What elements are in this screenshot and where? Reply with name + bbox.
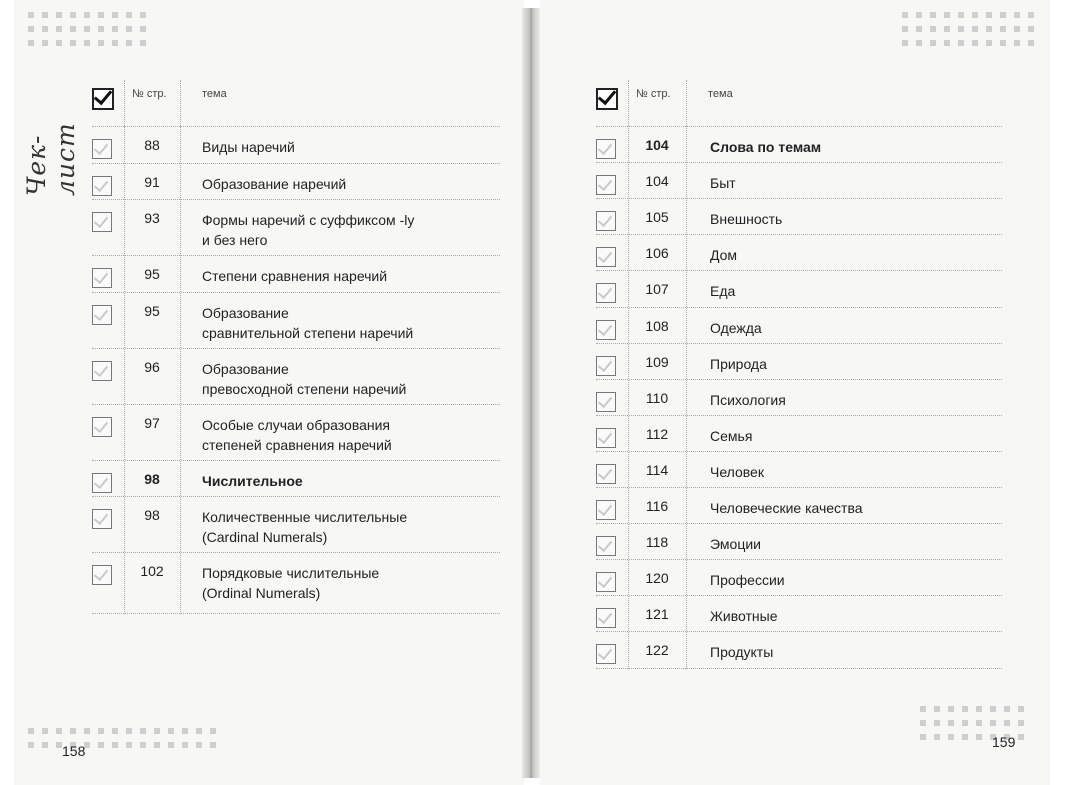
list-item <box>596 271 1002 308</box>
decor-dot <box>140 26 146 32</box>
decor-dot <box>182 728 188 734</box>
list-item <box>596 632 1002 669</box>
checkbox-icon[interactable] <box>596 536 616 556</box>
decor-dot <box>84 40 90 46</box>
item-topic: Человек <box>710 464 764 480</box>
page-number: 158 <box>62 743 86 759</box>
checkbox-icon[interactable] <box>92 361 112 381</box>
decor-dot <box>958 26 964 32</box>
decor-dot <box>902 12 908 18</box>
item-page-number: 104 <box>645 137 669 153</box>
left-checklist-table <box>92 80 500 614</box>
decor-dot <box>84 12 90 18</box>
item-topic: Продукты <box>710 644 774 660</box>
decor-dot <box>1028 26 1034 32</box>
item-page-number: 107 <box>645 281 669 297</box>
decor-dot <box>196 728 202 734</box>
decor-dot <box>70 12 76 18</box>
decor-dot <box>42 40 48 46</box>
item-page-number: 96 <box>144 359 160 375</box>
list-item <box>596 596 1002 632</box>
decor-dot <box>948 720 954 726</box>
checkbox-icon[interactable] <box>92 305 112 325</box>
decor-dot <box>112 742 118 748</box>
book-gutter <box>522 8 540 778</box>
decor-dot <box>930 40 936 46</box>
decor-dot <box>126 728 132 734</box>
decor-dot <box>1018 720 1024 726</box>
item-page-number: 105 <box>645 209 669 225</box>
decor-dot <box>126 26 132 32</box>
decor-dot <box>98 728 104 734</box>
decor-dot <box>28 40 34 46</box>
decor-dot <box>112 12 118 18</box>
decor-dot <box>98 40 104 46</box>
item-topic: Формы наречий с суффиксом -ly и без него <box>202 212 415 248</box>
list-item <box>596 199 1002 235</box>
item-page-number: 95 <box>144 303 160 319</box>
item-topic: Одежда <box>710 320 762 336</box>
decor-dot <box>976 720 982 726</box>
item-page-number: 109 <box>645 354 669 370</box>
item-topic: Животные <box>710 608 778 624</box>
decor-dot <box>126 40 132 46</box>
item-page-number: 122 <box>645 642 669 658</box>
decor-dot <box>962 706 968 712</box>
item-page-number: 120 <box>645 570 669 586</box>
right-checklist-table <box>596 80 1002 669</box>
list-item <box>92 200 500 256</box>
decor-dot <box>42 26 48 32</box>
decor-dot <box>958 12 964 18</box>
list-item <box>92 127 500 164</box>
checkbox-icon[interactable] <box>92 139 112 159</box>
list-item <box>596 560 1002 596</box>
decor-dot <box>930 26 936 32</box>
decor-dot <box>84 26 90 32</box>
page-column-header: № стр. <box>132 88 167 100</box>
decor-dot <box>920 706 926 712</box>
decor-dot <box>168 742 174 748</box>
decor-dot <box>948 734 954 740</box>
list-item <box>92 293 500 349</box>
decor-dot <box>986 26 992 32</box>
decor-dot <box>972 12 978 18</box>
right-rows <box>596 127 1002 669</box>
decor-dot <box>902 26 908 32</box>
list-item <box>92 405 500 461</box>
decor-dot <box>1028 12 1034 18</box>
item-topic: Количественные числительные (Cardinal Numerals) <box>202 509 408 545</box>
decor-dot <box>112 728 118 734</box>
decor-dot <box>944 26 950 32</box>
item-page-number: 110 <box>645 390 669 406</box>
decor-dot <box>1028 40 1034 46</box>
decor-dot <box>986 40 992 46</box>
decor-dot <box>168 728 174 734</box>
item-topic: Слова по темам <box>710 139 822 155</box>
checkbox-icon[interactable] <box>596 356 616 376</box>
decor-dot <box>962 720 968 726</box>
decor-dot <box>1014 12 1020 18</box>
header-check-icon <box>92 88 114 110</box>
decor-dot <box>934 720 940 726</box>
item-page-number: 116 <box>645 498 669 514</box>
decor-dot <box>70 40 76 46</box>
decor-dot <box>154 742 160 748</box>
decor-dot <box>934 706 940 712</box>
item-page-number: 106 <box>645 245 669 261</box>
item-topic: Виды наречий <box>202 139 295 155</box>
checkbox-icon[interactable] <box>596 608 616 628</box>
decor-dot <box>140 12 146 18</box>
list-item <box>596 488 1002 524</box>
decor-dot <box>126 742 132 748</box>
checkbox-icon[interactable] <box>596 572 616 592</box>
checkbox-icon[interactable] <box>92 212 112 232</box>
item-page-number: 104 <box>645 173 669 189</box>
decor-dot <box>944 40 950 46</box>
left-rows <box>92 127 500 614</box>
decor-dot <box>28 26 34 32</box>
decor-dot <box>1014 40 1020 46</box>
decor-dot <box>958 40 964 46</box>
decor-dot <box>112 40 118 46</box>
list-item <box>596 235 1002 271</box>
decor-dots-bottom-left <box>28 728 216 748</box>
decor-dot <box>916 40 922 46</box>
item-topic: Быт <box>710 175 736 191</box>
checkbox-icon[interactable] <box>596 247 616 267</box>
list-item <box>92 164 500 200</box>
item-page-number: 112 <box>645 426 669 442</box>
decor-dot <box>916 12 922 18</box>
decor-dot <box>98 12 104 18</box>
table-header <box>596 80 1002 127</box>
checkbox-icon[interactable] <box>596 392 616 412</box>
item-topic: Профессии <box>710 572 785 588</box>
item-topic: Образование превосходной степени наречий <box>202 361 407 397</box>
decor-dot <box>948 706 954 712</box>
decor-dot <box>70 728 76 734</box>
item-topic: Порядковые числительные (Ordinal Numerals) <box>202 565 380 601</box>
decor-dot <box>962 734 968 740</box>
checkbox-icon[interactable] <box>92 417 112 437</box>
decor-dot <box>56 40 62 46</box>
decor-dot <box>930 12 936 18</box>
decor-dot <box>126 12 132 18</box>
checkbox-icon[interactable] <box>92 509 112 529</box>
list-item <box>92 553 500 614</box>
decor-dot <box>70 26 76 32</box>
list-item <box>596 452 1002 488</box>
decor-dot <box>56 26 62 32</box>
list-item <box>596 524 1002 560</box>
item-topic: Образование сравнительной степени наречий <box>202 305 414 341</box>
decor-dot <box>1004 706 1010 712</box>
decor-dot <box>140 40 146 46</box>
checkbox-icon[interactable] <box>92 473 112 493</box>
item-topic: Еда <box>710 283 736 299</box>
decor-dot <box>1000 12 1006 18</box>
checkbox-icon[interactable] <box>92 268 112 288</box>
list-item <box>596 380 1002 416</box>
decor-dot <box>112 26 118 32</box>
decor-dot <box>28 728 34 734</box>
decor-dot <box>98 742 104 748</box>
item-page-number: 91 <box>144 174 160 190</box>
checkbox-icon[interactable] <box>92 565 112 585</box>
item-topic: Образование наречий <box>202 176 347 192</box>
decor-dot <box>990 720 996 726</box>
decor-dot <box>920 734 926 740</box>
decor-dot <box>934 734 940 740</box>
decor-dot <box>154 728 160 734</box>
item-page-number: 108 <box>645 318 669 334</box>
list-item <box>596 308 1002 344</box>
decor-dot <box>916 26 922 32</box>
item-page-number: 88 <box>144 137 160 153</box>
decor-dot <box>972 26 978 32</box>
decor-dot <box>196 742 202 748</box>
item-page-number: 97 <box>144 415 160 431</box>
list-item <box>92 256 500 293</box>
checkbox-icon[interactable] <box>596 464 616 484</box>
decor-dot <box>42 742 48 748</box>
decor-dot <box>1018 706 1024 712</box>
item-topic: Человеческие качества <box>710 500 863 516</box>
item-topic: Природа <box>710 356 767 372</box>
decor-dot <box>1014 26 1020 32</box>
decor-dot <box>1004 720 1010 726</box>
list-item <box>596 344 1002 380</box>
item-topic: Психология <box>710 392 786 408</box>
decor-dots-top-left <box>28 12 146 46</box>
decor-dot <box>182 742 188 748</box>
checkbox-icon[interactable] <box>596 428 616 448</box>
decor-dot <box>902 40 908 46</box>
decor-dots-top-right <box>902 12 1034 46</box>
checkbox-icon[interactable] <box>596 644 616 664</box>
item-page-number: 95 <box>144 266 160 282</box>
decor-dot <box>1018 734 1024 740</box>
left-page <box>14 0 524 785</box>
decor-dot <box>28 12 34 18</box>
right-page <box>540 0 1050 785</box>
list-item <box>92 349 500 405</box>
decor-dot <box>944 12 950 18</box>
item-page-number: 98 <box>144 507 160 523</box>
checkbox-icon[interactable] <box>92 176 112 196</box>
decor-dot <box>210 742 216 748</box>
item-topic: Дом <box>710 247 738 263</box>
decor-dot <box>976 734 982 740</box>
checkbox-icon[interactable] <box>596 211 616 231</box>
decor-dot <box>972 40 978 46</box>
checkbox-icon[interactable] <box>596 175 616 195</box>
item-page-number: 102 <box>140 563 164 579</box>
list-item <box>596 127 1002 163</box>
item-page-number: 114 <box>645 462 669 478</box>
decor-dot <box>42 728 48 734</box>
decor-dot <box>210 728 216 734</box>
list-item <box>92 461 500 497</box>
decor-dot <box>140 728 146 734</box>
checkbox-icon[interactable] <box>596 500 616 520</box>
checkbox-icon[interactable] <box>596 283 616 303</box>
decor-dot <box>98 26 104 32</box>
item-topic: Степени сравнения наречий <box>202 268 388 284</box>
list-item <box>596 163 1002 199</box>
header-check-icon <box>596 88 618 110</box>
decor-dot <box>976 706 982 712</box>
decor-dot <box>56 728 62 734</box>
topic-column-header: тема <box>202 88 227 100</box>
decor-dot <box>1000 40 1006 46</box>
list-item <box>92 497 500 553</box>
item-page-number: 121 <box>645 606 669 622</box>
decor-dot <box>990 706 996 712</box>
item-topic: Особые случаи образования степеней сравнения наречий <box>202 417 392 453</box>
item-topic: Семья <box>710 428 753 444</box>
item-page-number: 98 <box>144 471 160 487</box>
item-page-number: 118 <box>645 534 669 550</box>
topic-column-header: тема <box>708 88 733 100</box>
page-column-header: № стр. <box>636 88 671 100</box>
decor-dot <box>140 742 146 748</box>
page-number: 159 <box>992 734 1016 750</box>
item-topic: Эмоции <box>710 536 761 552</box>
item-page-number: 93 <box>144 210 160 226</box>
item-topic: Внешность <box>710 211 783 227</box>
decor-dot <box>986 12 992 18</box>
decor-dot <box>920 720 926 726</box>
checkbox-icon[interactable] <box>596 139 616 159</box>
list-item <box>596 416 1002 452</box>
section-title: Чек-лист <box>22 122 80 196</box>
checkbox-icon[interactable] <box>596 320 616 340</box>
item-topic: Числительное <box>202 473 303 489</box>
decor-dot <box>42 12 48 18</box>
decor-dot <box>56 12 62 18</box>
table-header <box>92 80 500 127</box>
decor-dot <box>84 728 90 734</box>
decor-dot <box>1000 26 1006 32</box>
decor-dot <box>28 742 34 748</box>
